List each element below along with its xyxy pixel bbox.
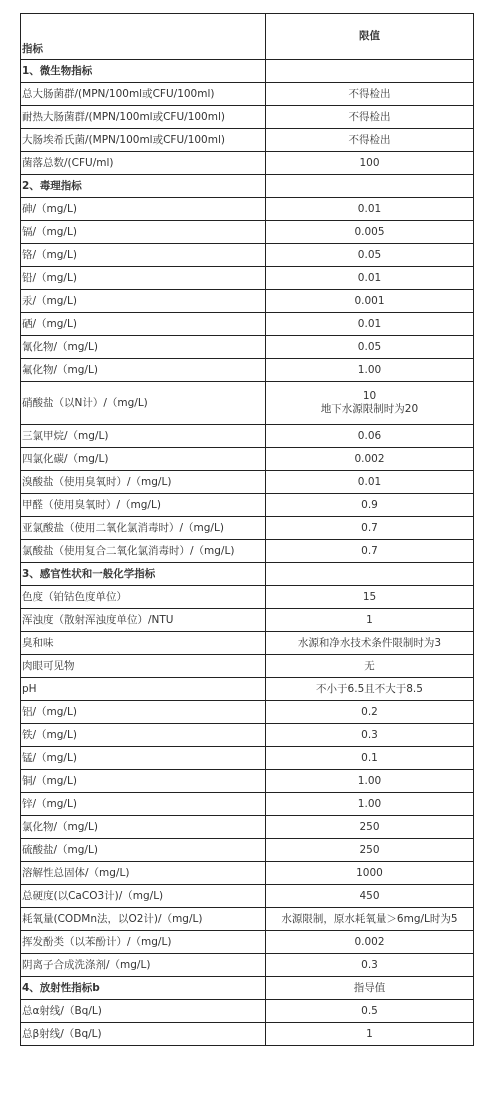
section-title: 2、毒理指标	[21, 175, 266, 198]
indicator-name: 硒/（mg/L)	[21, 313, 266, 336]
limit-value	[266, 60, 474, 83]
limit-value: 不得检出	[266, 83, 474, 106]
header-row	[21, 14, 474, 60]
indicator-name: 总大肠菌群/(MPN/100ml或CFU/100ml)	[21, 83, 266, 106]
indicator-name: 铁/（mg/L)	[21, 724, 266, 747]
table-row	[21, 471, 474, 494]
table-row	[21, 701, 474, 724]
table-row	[21, 862, 474, 885]
indicator-name: 铬/（mg/L)	[21, 244, 266, 267]
indicator-name: 总硬度(以CaCO3计)/（mg/L)	[21, 885, 266, 908]
section-title: 3、感官性状和一般化学指标	[21, 563, 266, 586]
indicator-name: 阴离子合成洗涤剂/（mg/L)	[21, 954, 266, 977]
section-header-row	[21, 563, 474, 586]
table-row	[21, 425, 474, 448]
indicator-name: 亚氯酸盐（使用二氧化氯消毒时）/（mg/L)	[21, 517, 266, 540]
table-row	[21, 313, 474, 336]
indicator-name: 总β射线/（Bq/L)	[21, 1023, 266, 1046]
limit-value: 1	[266, 609, 474, 632]
header-limit: 限值	[266, 14, 474, 60]
limit-value	[266, 175, 474, 198]
limit-value	[266, 563, 474, 586]
limit-value: 10	[362, 390, 377, 402]
indicator-name: 氯酸盐（使用复合二氧化氯消毒时）/（mg/L)	[21, 540, 266, 563]
table-row	[21, 517, 474, 540]
indicator-name: 耗氧量(CODMn法，以O2计)/（mg/L)	[21, 908, 266, 931]
limit-value: 100	[266, 152, 474, 175]
indicator-name: 臭和味	[21, 632, 266, 655]
indicator-name: 三氯甲烷/（mg/L)	[21, 425, 266, 448]
table-row	[21, 1000, 474, 1023]
indicator-name: 氰化物/（mg/L)	[21, 336, 266, 359]
table-row	[21, 885, 474, 908]
limit-value: 0.2	[266, 701, 474, 724]
table-row	[21, 954, 474, 977]
limit-value: 1.00	[266, 793, 474, 816]
indicator-name: 大肠埃希氏菌/(MPN/100ml或CFU/100ml)	[21, 129, 266, 152]
limit-value: 无	[266, 655, 474, 678]
limit-value: 不得检出	[266, 129, 474, 152]
table-row	[21, 747, 474, 770]
limit-value-cell	[266, 382, 474, 425]
standards-table-container	[20, 13, 474, 1046]
limit-value: 0.01	[266, 313, 474, 336]
indicator-name: 溴酸盐（使用臭氧时）/（mg/L)	[21, 471, 266, 494]
table-row	[21, 540, 474, 563]
limit-value: 0.002	[266, 931, 474, 954]
indicator-name: 肉眼可见物	[21, 655, 266, 678]
limit-value: 0.002	[266, 448, 474, 471]
indicator-name: 砷/（mg/L)	[21, 198, 266, 221]
indicator-name: 汞/（mg/L)	[21, 290, 266, 313]
indicator-name: 氟化物/（mg/L)	[21, 359, 266, 382]
indicator-name: 锰/（mg/L)	[21, 747, 266, 770]
table-row	[21, 83, 474, 106]
limit-value: 0.3	[266, 954, 474, 977]
section-title: 4、放射性指标b	[21, 977, 266, 1000]
indicator-name: 锌/（mg/L)	[21, 793, 266, 816]
limit-value: 1.00	[266, 770, 474, 793]
indicator-name: 甲醛（使用臭氧时）/（mg/L)	[21, 494, 266, 517]
limit-value: 不得检出	[266, 106, 474, 129]
indicator-name: 菌落总数/(CFU/ml)	[21, 152, 266, 175]
indicator-name: 铝/（mg/L)	[21, 701, 266, 724]
indicator-name: 挥发酚类（以苯酚计）/（mg/L)	[21, 931, 266, 954]
limit-value: 1000	[266, 862, 474, 885]
limit-value: 0.06	[266, 425, 474, 448]
limit-value: 0.005	[266, 221, 474, 244]
section-header-row	[21, 60, 474, 83]
table-row	[21, 129, 474, 152]
table-row	[21, 724, 474, 747]
indicator-name: 镉/（mg/L)	[21, 221, 266, 244]
header-indicator: 指标	[21, 14, 266, 60]
limit-value: 0.1	[266, 747, 474, 770]
limit-value: 0.9	[266, 494, 474, 517]
table-body	[21, 14, 474, 1046]
indicator-name: 耐热大肠菌群/(MPN/100ml或CFU/100ml)	[21, 106, 266, 129]
table-row	[21, 1023, 474, 1046]
section-header-row	[21, 977, 474, 1000]
table-row	[21, 290, 474, 313]
limit-value: 0.7	[266, 517, 474, 540]
table-row	[21, 336, 474, 359]
table-row	[21, 221, 474, 244]
table-row	[21, 267, 474, 290]
table-row	[21, 908, 474, 931]
table-row	[21, 678, 474, 701]
table-row	[21, 494, 474, 517]
table-row	[21, 655, 474, 678]
limit-value: 0.3	[266, 724, 474, 747]
table-row	[21, 931, 474, 954]
limit-value: 0.05	[266, 336, 474, 359]
limit-value: 指导值	[266, 977, 474, 1000]
limit-value: 15	[266, 586, 474, 609]
limit-value: 1	[266, 1023, 474, 1046]
indicator-name: 硝酸盐（以N计）/（mg/L)	[21, 382, 266, 425]
limit-value: 0.01	[266, 471, 474, 494]
limit-value: 0.5	[266, 1000, 474, 1023]
table-row	[21, 244, 474, 267]
indicator-name: 浑浊度（散射浑浊度单位）/NTU	[21, 609, 266, 632]
table-row	[21, 448, 474, 471]
table-row	[21, 839, 474, 862]
limit-value: 0.01	[266, 267, 474, 290]
indicator-name: 氯化物/（mg/L)	[21, 816, 266, 839]
limit-note: 地下水源限制时为20	[320, 403, 419, 415]
indicator-name: 溶解性总固体/（mg/L)	[21, 862, 266, 885]
indicator-name: 铜/（mg/L)	[21, 770, 266, 793]
table-row	[21, 359, 474, 382]
limit-value: 0.7	[266, 540, 474, 563]
limit-value: 1.00	[266, 359, 474, 382]
table-row	[21, 152, 474, 175]
table-row	[21, 382, 474, 425]
limit-value: 不小于6.5且不大于8.5	[266, 678, 474, 701]
indicator-name: 四氯化碳/（mg/L)	[21, 448, 266, 471]
limit-value: 450	[266, 885, 474, 908]
table-row	[21, 106, 474, 129]
indicator-name: 铅/（mg/L)	[21, 267, 266, 290]
table-row	[21, 198, 474, 221]
water-quality-limits-table	[20, 13, 474, 1046]
limit-value: 0.05	[266, 244, 474, 267]
indicator-name: 色度（铂钴色度单位）	[21, 586, 266, 609]
limit-value: 水源限制，原水耗氧量＞6mg/L时为5	[266, 908, 474, 931]
limit-value: 0.01	[266, 198, 474, 221]
indicator-name: pH	[21, 678, 266, 701]
section-title: 1、微生物指标	[21, 60, 266, 83]
table-row	[21, 816, 474, 839]
indicator-name: 总α射线/（Bq/L)	[21, 1000, 266, 1023]
table-row	[21, 586, 474, 609]
table-row	[21, 632, 474, 655]
indicator-name: 硫酸盐/（mg/L)	[21, 839, 266, 862]
table-row	[21, 770, 474, 793]
table-row	[21, 793, 474, 816]
limit-value: 0.001	[266, 290, 474, 313]
section-header-row	[21, 175, 474, 198]
limit-value: 水源和净水技术条件限制时为3	[266, 632, 474, 655]
table-row	[21, 609, 474, 632]
limit-value: 250	[266, 839, 474, 862]
limit-value: 250	[266, 816, 474, 839]
